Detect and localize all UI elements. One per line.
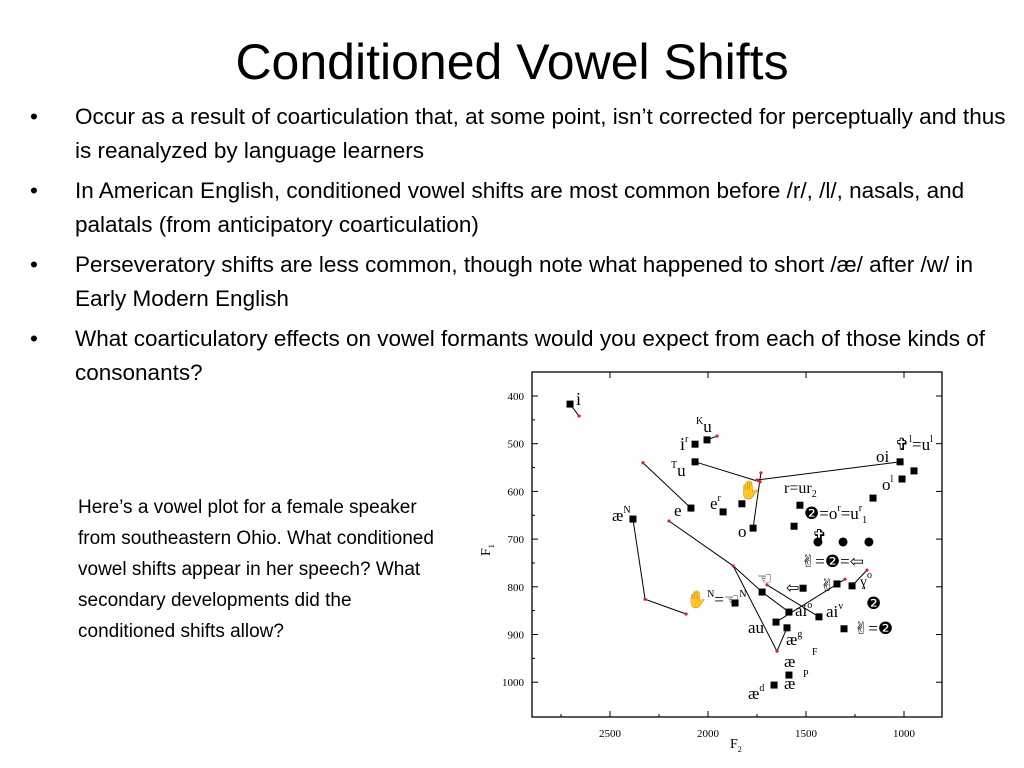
data-point — [897, 458, 904, 465]
point-label — [854, 619, 893, 639]
point-label-part: ai — [826, 602, 839, 621]
point-label — [860, 570, 872, 590]
point-label-part: = — [868, 619, 878, 638]
point-label-part: r — [858, 503, 863, 514]
point-label-part: u — [677, 461, 686, 480]
point-label-part: ɣ — [860, 575, 867, 590]
point-label — [612, 505, 631, 525]
point-label-part: ☜ — [757, 569, 773, 589]
point-label — [786, 580, 799, 597]
point-label-part: F — [812, 647, 818, 658]
x-tick-label: 1000 — [893, 728, 915, 740]
point-label — [671, 460, 686, 480]
point-label-part: ⇦ — [849, 552, 864, 571]
point-label — [820, 576, 834, 596]
point-label-part: æ — [612, 506, 624, 525]
point-label-part: r=ur — [784, 480, 812, 497]
point-label-part: æ — [748, 684, 760, 703]
data-point — [841, 625, 848, 632]
point-label-part: 1 — [862, 515, 868, 526]
data-point — [815, 613, 822, 620]
point-label-part: u — [703, 417, 712, 436]
bullet-text: Occur as a result of coarticulation that, at some point, isn’t corrected for perceptually and thus is reanalyzed by language learners — [75, 104, 1006, 163]
point-label-part: 2 — [811, 489, 817, 500]
x-axis-label — [730, 737, 742, 754]
point-label-part: o — [738, 522, 747, 541]
point-label-part: T — [671, 460, 678, 471]
point-label-part: P — [803, 669, 809, 680]
data-point — [849, 582, 856, 589]
point-label-part: au — [748, 618, 765, 637]
trajectory-endpoint — [643, 598, 646, 601]
point-label — [696, 416, 712, 436]
point-label-part: o — [807, 600, 813, 611]
trajectory-endpoint — [715, 434, 718, 437]
point-label-part: r — [685, 434, 689, 445]
trajectory-endpoint — [667, 519, 670, 522]
data-point-circle — [864, 537, 873, 546]
point-label — [786, 629, 802, 649]
bullet-icon: • — [30, 178, 38, 203]
point-label — [876, 447, 890, 466]
y-tick-label: 700 — [507, 534, 524, 547]
data-point — [750, 525, 757, 532]
point-label-part: ❷ — [866, 594, 882, 614]
trajectory-line — [633, 519, 686, 614]
point-label-part: d — [759, 683, 765, 694]
point-label-part: e — [674, 501, 682, 520]
y-tick-label: 400 — [507, 391, 524, 403]
point-label — [784, 674, 795, 693]
x-tick-label: 1500 — [795, 728, 817, 740]
point-label-part: = — [840, 552, 850, 571]
point-label-part: ❷ — [824, 552, 841, 572]
point-label-part: ✋ — [686, 590, 708, 610]
point-label-part: ✋ — [738, 480, 761, 501]
point-label — [812, 526, 827, 547]
slide-title: Conditioned Vowel Shifts — [235, 34, 789, 90]
data-point — [567, 401, 574, 408]
point-label-part: o — [867, 570, 872, 581]
point-label — [866, 594, 881, 614]
data-point — [785, 609, 792, 616]
bullet-text: What coarticulatory effects on vowel formants would you expect from each of those kinds of consonants? — [75, 326, 986, 385]
y-axis-label — [479, 544, 496, 556]
point-label-part: N — [739, 589, 747, 600]
point-label — [784, 480, 817, 500]
point-label-part: ❷ — [804, 504, 820, 524]
point-label-part: e — [710, 494, 718, 513]
y-tick-label: 600 — [507, 486, 524, 499]
bullet-text: In American English, conditioned vowel shifts are most common before /r/, /l/, nasals, and palatals (from anticipatory coarticulation) — [75, 178, 965, 237]
point-label — [748, 683, 764, 703]
data-point — [704, 436, 711, 443]
data-point — [833, 580, 840, 587]
bullet-text: Perseveratory shifts are less common, though note what happened to short /æ/ after /w/ in Early Modern English — [75, 252, 973, 311]
point-label — [895, 434, 933, 455]
x-axis-label-main: F — [730, 737, 738, 752]
point-label-part: l — [890, 474, 894, 485]
point-label — [680, 434, 689, 454]
point-label — [882, 474, 894, 494]
point-label — [738, 479, 760, 501]
point-label-part: N — [623, 505, 631, 516]
point-label-part: ⇦ — [786, 580, 800, 597]
point-label-part: r — [717, 493, 721, 504]
point-label-part: =o — [819, 504, 838, 523]
point-label — [686, 589, 746, 610]
data-point — [687, 505, 694, 512]
point-label — [757, 569, 772, 589]
point-label — [826, 601, 843, 621]
y-tick-label: 1000 — [502, 677, 524, 690]
point-label-part: ✌ — [820, 576, 835, 596]
data-point — [738, 500, 745, 507]
plot-description: Here’s a vowel plot for a female speaker from southeastern Ohio. What conditioned vowel shifts appear in her speech? What secondary developments did the conditioned shifts allow? — [78, 497, 434, 642]
point-label — [784, 652, 795, 671]
point-label-part: oi — [876, 447, 890, 466]
data-point — [899, 475, 906, 482]
x-tick-label: 2000 — [697, 728, 719, 740]
point-label-part: æ — [784, 674, 796, 693]
y-axis-label-main: F — [479, 548, 494, 556]
data-point — [791, 523, 798, 530]
point-label-part: l — [909, 434, 913, 445]
point-label-part: N — [707, 589, 715, 600]
data-point — [629, 516, 636, 523]
point-label-part: i — [680, 434, 686, 454]
point-label-part: ai — [795, 601, 808, 620]
point-label — [748, 618, 765, 637]
point-label — [801, 552, 864, 572]
data-point — [759, 589, 766, 596]
y-tick-label: 900 — [507, 629, 524, 642]
y-axis-label-sub: 1 — [487, 544, 496, 549]
point-label-part: = — [714, 590, 724, 609]
plot-frame — [532, 372, 942, 717]
trajectory-endpoint — [775, 650, 778, 653]
point-label — [803, 669, 809, 680]
point-label-part: æ — [784, 652, 796, 671]
point-label-part: v — [838, 601, 844, 612]
point-label — [804, 503, 867, 526]
point-label-part: g — [797, 629, 803, 640]
data-point — [692, 458, 699, 465]
data-point — [796, 502, 803, 509]
point-label-part: = — [815, 552, 825, 571]
x-tick-label: 2500 — [599, 728, 621, 740]
point-label-part: ✌ — [854, 619, 869, 639]
point-label — [674, 501, 682, 520]
trajectory-endpoint — [641, 461, 644, 464]
trajectory-line — [695, 462, 760, 482]
trajectory-endpoint — [759, 471, 762, 474]
data-point — [720, 508, 727, 515]
trajectory-endpoint — [731, 564, 734, 567]
point-label — [812, 647, 818, 658]
point-label-part: =u — [840, 504, 859, 523]
bullet-icon: • — [30, 326, 38, 351]
point-label-part: ❷ — [877, 619, 894, 639]
trajectory-endpoint — [684, 612, 687, 615]
data-point — [771, 682, 778, 689]
x-axis-label-sub: 2 — [737, 745, 742, 754]
point-label-part: =u — [912, 435, 931, 454]
point-label-part: ☜ — [724, 590, 740, 610]
point-label — [576, 389, 581, 409]
point-label-part: o — [882, 475, 891, 494]
data-point — [910, 467, 917, 474]
point-label-part: K — [696, 416, 704, 427]
point-label — [795, 600, 812, 620]
point-label-part: ✞ — [812, 526, 828, 547]
point-label-part: ✞ — [895, 435, 910, 455]
trajectory-endpoint — [577, 414, 580, 417]
point-label-part: æ — [786, 630, 798, 649]
data-point — [870, 495, 877, 502]
bullet-icon: • — [30, 104, 38, 129]
point-label-part: i — [576, 389, 582, 409]
data-point — [692, 441, 699, 448]
y-tick-label: 500 — [507, 438, 524, 451]
point-label-part: ✌ — [801, 552, 816, 572]
data-point — [773, 619, 780, 626]
point-label-part: r — [837, 503, 841, 514]
y-tick-label: 800 — [507, 581, 524, 594]
data-point-circle — [839, 537, 848, 546]
point-label-part: l — [930, 434, 933, 445]
bullet-icon: • — [30, 252, 38, 277]
trajectory-endpoint — [843, 578, 846, 581]
point-label — [738, 522, 747, 541]
data-point — [800, 585, 807, 592]
